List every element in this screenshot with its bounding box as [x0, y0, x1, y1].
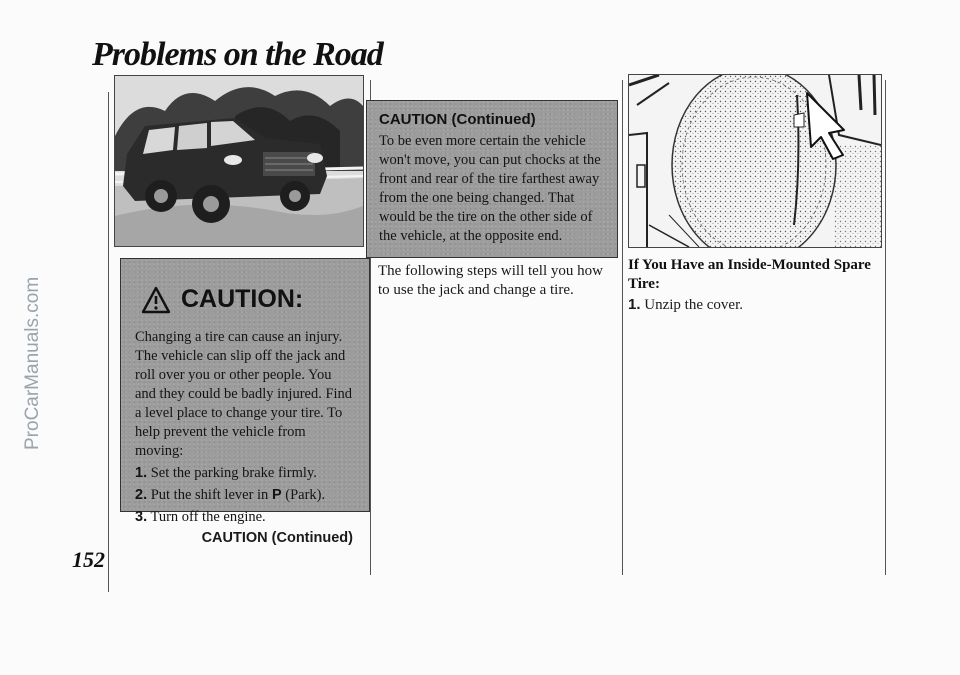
caution-text: Changing a tire can cause an injury. The vehicle can slip off the jack and roll over you or other people. You and they could be badly injured. Find a level place to change your tire. To help prevent the vehicle from moving:	[135, 329, 353, 459]
step-number: 3.	[135, 509, 148, 525]
step-text: (Park).	[281, 487, 326, 503]
step-text: Turn off the engine.	[150, 509, 266, 525]
step-text: Put the shift lever in	[150, 487, 272, 503]
step-number: 2.	[135, 487, 148, 503]
step-text: Unzip the cover.	[644, 297, 743, 313]
step-text: Set the parking brake firmly.	[150, 465, 317, 481]
truck-illustration	[114, 75, 364, 247]
caution-step	[135, 486, 355, 505]
instruction-text: The following steps will tell you how to use the jack and change a tire.	[378, 263, 603, 298]
caution-heading-label: CAUTION:	[181, 285, 304, 313]
section-heading: If You Have an Inside-Mounted Spare Tire:	[628, 257, 871, 292]
page-number: 152	[72, 547, 105, 572]
column-rule-far-right	[885, 80, 886, 575]
step-number: 1.	[135, 465, 148, 481]
step-number: 1.	[628, 296, 641, 313]
column-rule-left-bottom	[108, 540, 109, 592]
caution-step	[135, 508, 355, 527]
site-watermark: ProCarManuals.com	[22, 276, 43, 450]
caution-continued-box	[366, 100, 618, 258]
caution-box	[120, 258, 370, 546]
caution-continued-text: To be even more certain the vehicle won't move, you can put chocks at the front and rear of the tire farthest away from the one being changed. That would be the tire on the other side of the vehicle, at the opposite end.	[379, 133, 601, 244]
caution-continued-heading: CAUTION (Continued)	[379, 111, 536, 128]
caution-step	[135, 464, 355, 483]
caution-heading	[141, 285, 355, 314]
step-text-bold: P	[271, 487, 282, 503]
spare-step	[628, 295, 878, 315]
column-rule-right	[622, 80, 623, 575]
column-rule-left	[108, 92, 109, 592]
page-title: Problems on the Road	[92, 36, 383, 73]
spare-tire-cover-illustration	[628, 74, 882, 248]
caution-continued-label: CAUTION (Continued)	[201, 530, 353, 546]
warning-triangle-icon	[141, 286, 171, 314]
